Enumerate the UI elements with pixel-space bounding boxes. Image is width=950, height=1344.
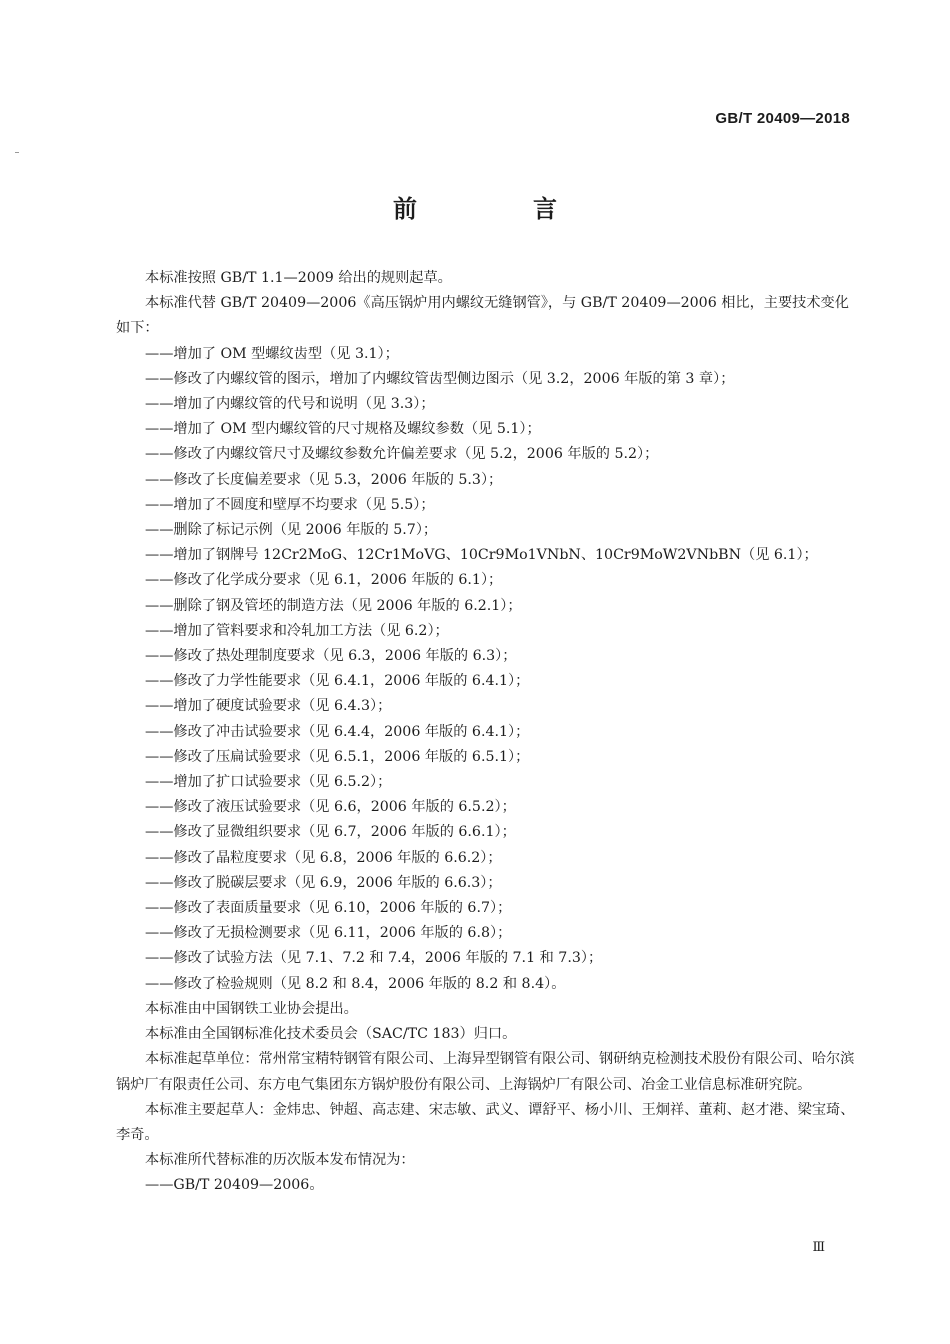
- list-item: ——修改了检验规则（见 8.2 和 8.4，2006 年版的 8.2 和 8.4）。: [145, 975, 566, 992]
- change-list: [116, 342, 856, 997]
- list-item: ——增加了扩口试验要求（见 6.5.2）；: [145, 774, 392, 791]
- list-item: ——增加了硬度试验要求（见 6.4.3）；: [145, 698, 392, 715]
- intro-paragraph-1: 本标准按照 GB/T 1.1—2009 给出的规则起草。: [145, 270, 452, 286]
- list-item: ——修改了内螺纹管尺寸及螺纹参数允许偏差要求（见 5.2，2006 年版的 5.2）；: [145, 446, 659, 463]
- list-item: ——修改了压扁试验要求（见 6.5.1，2006 年版的 6.5.1）；: [145, 748, 530, 765]
- list-item: ——增加了 OM 型螺纹齿型（见 3.1）；: [145, 345, 399, 362]
- list-item: ——修改了力学性能要求（见 6.4.1，2006 年版的 6.4.1）；: [145, 673, 530, 690]
- list-item: ——修改了内螺纹管的图示，增加了内螺纹管齿型侧边图示（见 3.2，2006 年版的第 3 章）；: [145, 370, 735, 387]
- list-item: ——修改了晶粒度要求（见 6.8，2006 年版的 6.6.2）；: [145, 849, 502, 866]
- list-item: ——修改了热处理制度要求（见 6.3，2006 年版的 6.3）；: [145, 648, 517, 665]
- list-item: ——修改了试验方法（见 7.1、7.2 和 7.4，2006 年版的 7.1 和 7.3）；: [145, 950, 603, 967]
- list-item: ——修改了显微组织要求（见 6.7，2006 年版的 6.6.1）；: [145, 824, 516, 841]
- list-item: ——修改了液压试验要求（见 6.6，2006 年版的 6.5.2）；: [145, 799, 516, 816]
- scan-mark: [15, 152, 19, 153]
- list-item: ——修改了化学成分要求（见 6.1，2006 年版的 6.1）；: [145, 572, 503, 589]
- list-item: ——增加了钢牌号 12Cr2MoG、12Cr1MoVG、10Cr9Mo1VNbN、10Cr9MoW2VNbBN（见 6.1）；: [145, 547, 818, 564]
- list-item: ——增加了不圆度和壁厚不均要求（见 5.5）；: [145, 496, 435, 513]
- list-item: ——增加了管料要求和冷轧加工方法（见 6.2）；: [145, 622, 449, 639]
- list-item: ——修改了冲击试验要求（见 6.4.4，2006 年版的 6.4.1）；: [145, 723, 530, 740]
- list-item: ——修改了脱碳层要求（见 6.9，2006 年版的 6.6.3）；: [145, 874, 502, 891]
- list-item: ——删除了钢及管坯的制造方法（见 2006 年版的 6.2.1）；: [145, 597, 522, 614]
- history-item: ——GB/T 20409—2006。: [145, 1177, 324, 1194]
- list-item: ——删除了标记示例（见 2006 年版的 5.7）；: [145, 522, 438, 539]
- drafting-units-paragraph: 本标准起草单位：常州常宝精特钢管有限公司、上海异型钢管有限公司、钢研纳克检测技术股份有限公司、哈尔滨锅炉厂有限责任公司、东方电气集团东方锅炉股份有限公司、上海锅炉厂有限公司、冶金工业信息标准研究院。: [116, 1051, 855, 1093]
- drafters-paragraph: 本标准主要起草人：金炜忠、钟超、高志建、宋志敏、武义、谭舒平、杨小川、王炯祥、董莉、赵才港、梁宝琦、李奇。: [116, 1101, 855, 1143]
- page-title: 前 言: [393, 195, 603, 223]
- standard-code: GB/T 20409—2018: [715, 110, 850, 127]
- list-item: ——增加了 OM 型内螺纹管的尺寸规格及螺纹参数（见 5.1）；: [145, 421, 541, 438]
- intro-paragraph-2: 本标准代替 GB/T 20409—2006《高压锅炉用内螺纹无缝钢管》，与 GB/T 20409—2006 相比，主要技术变化如下：: [116, 295, 849, 337]
- history-intro-paragraph: 本标准所代替标准的历次版本发布情况为：: [145, 1152, 415, 1169]
- list-item: ——修改了无损检测要求（见 6.11，2006 年版的 6.8）；: [145, 925, 512, 942]
- page-number: Ⅲ: [812, 1240, 825, 1255]
- list-item: ——增加了内螺纹管的代号和说明（见 3.3）；: [145, 396, 435, 413]
- document-body: [116, 266, 856, 1199]
- list-item: ——修改了表面质量要求（见 6.10，2006 年版的 6.7）；: [145, 900, 512, 917]
- proposed-by-paragraph: 本标准由中国钢铁工业协会提出。: [145, 1000, 358, 1017]
- centralized-by-paragraph: 本标准由全国钢标准化技术委员会（SAC/TC 183）归口。: [145, 1026, 517, 1043]
- list-item: ——修改了长度偏差要求（见 5.3，2006 年版的 5.3）；: [145, 471, 503, 488]
